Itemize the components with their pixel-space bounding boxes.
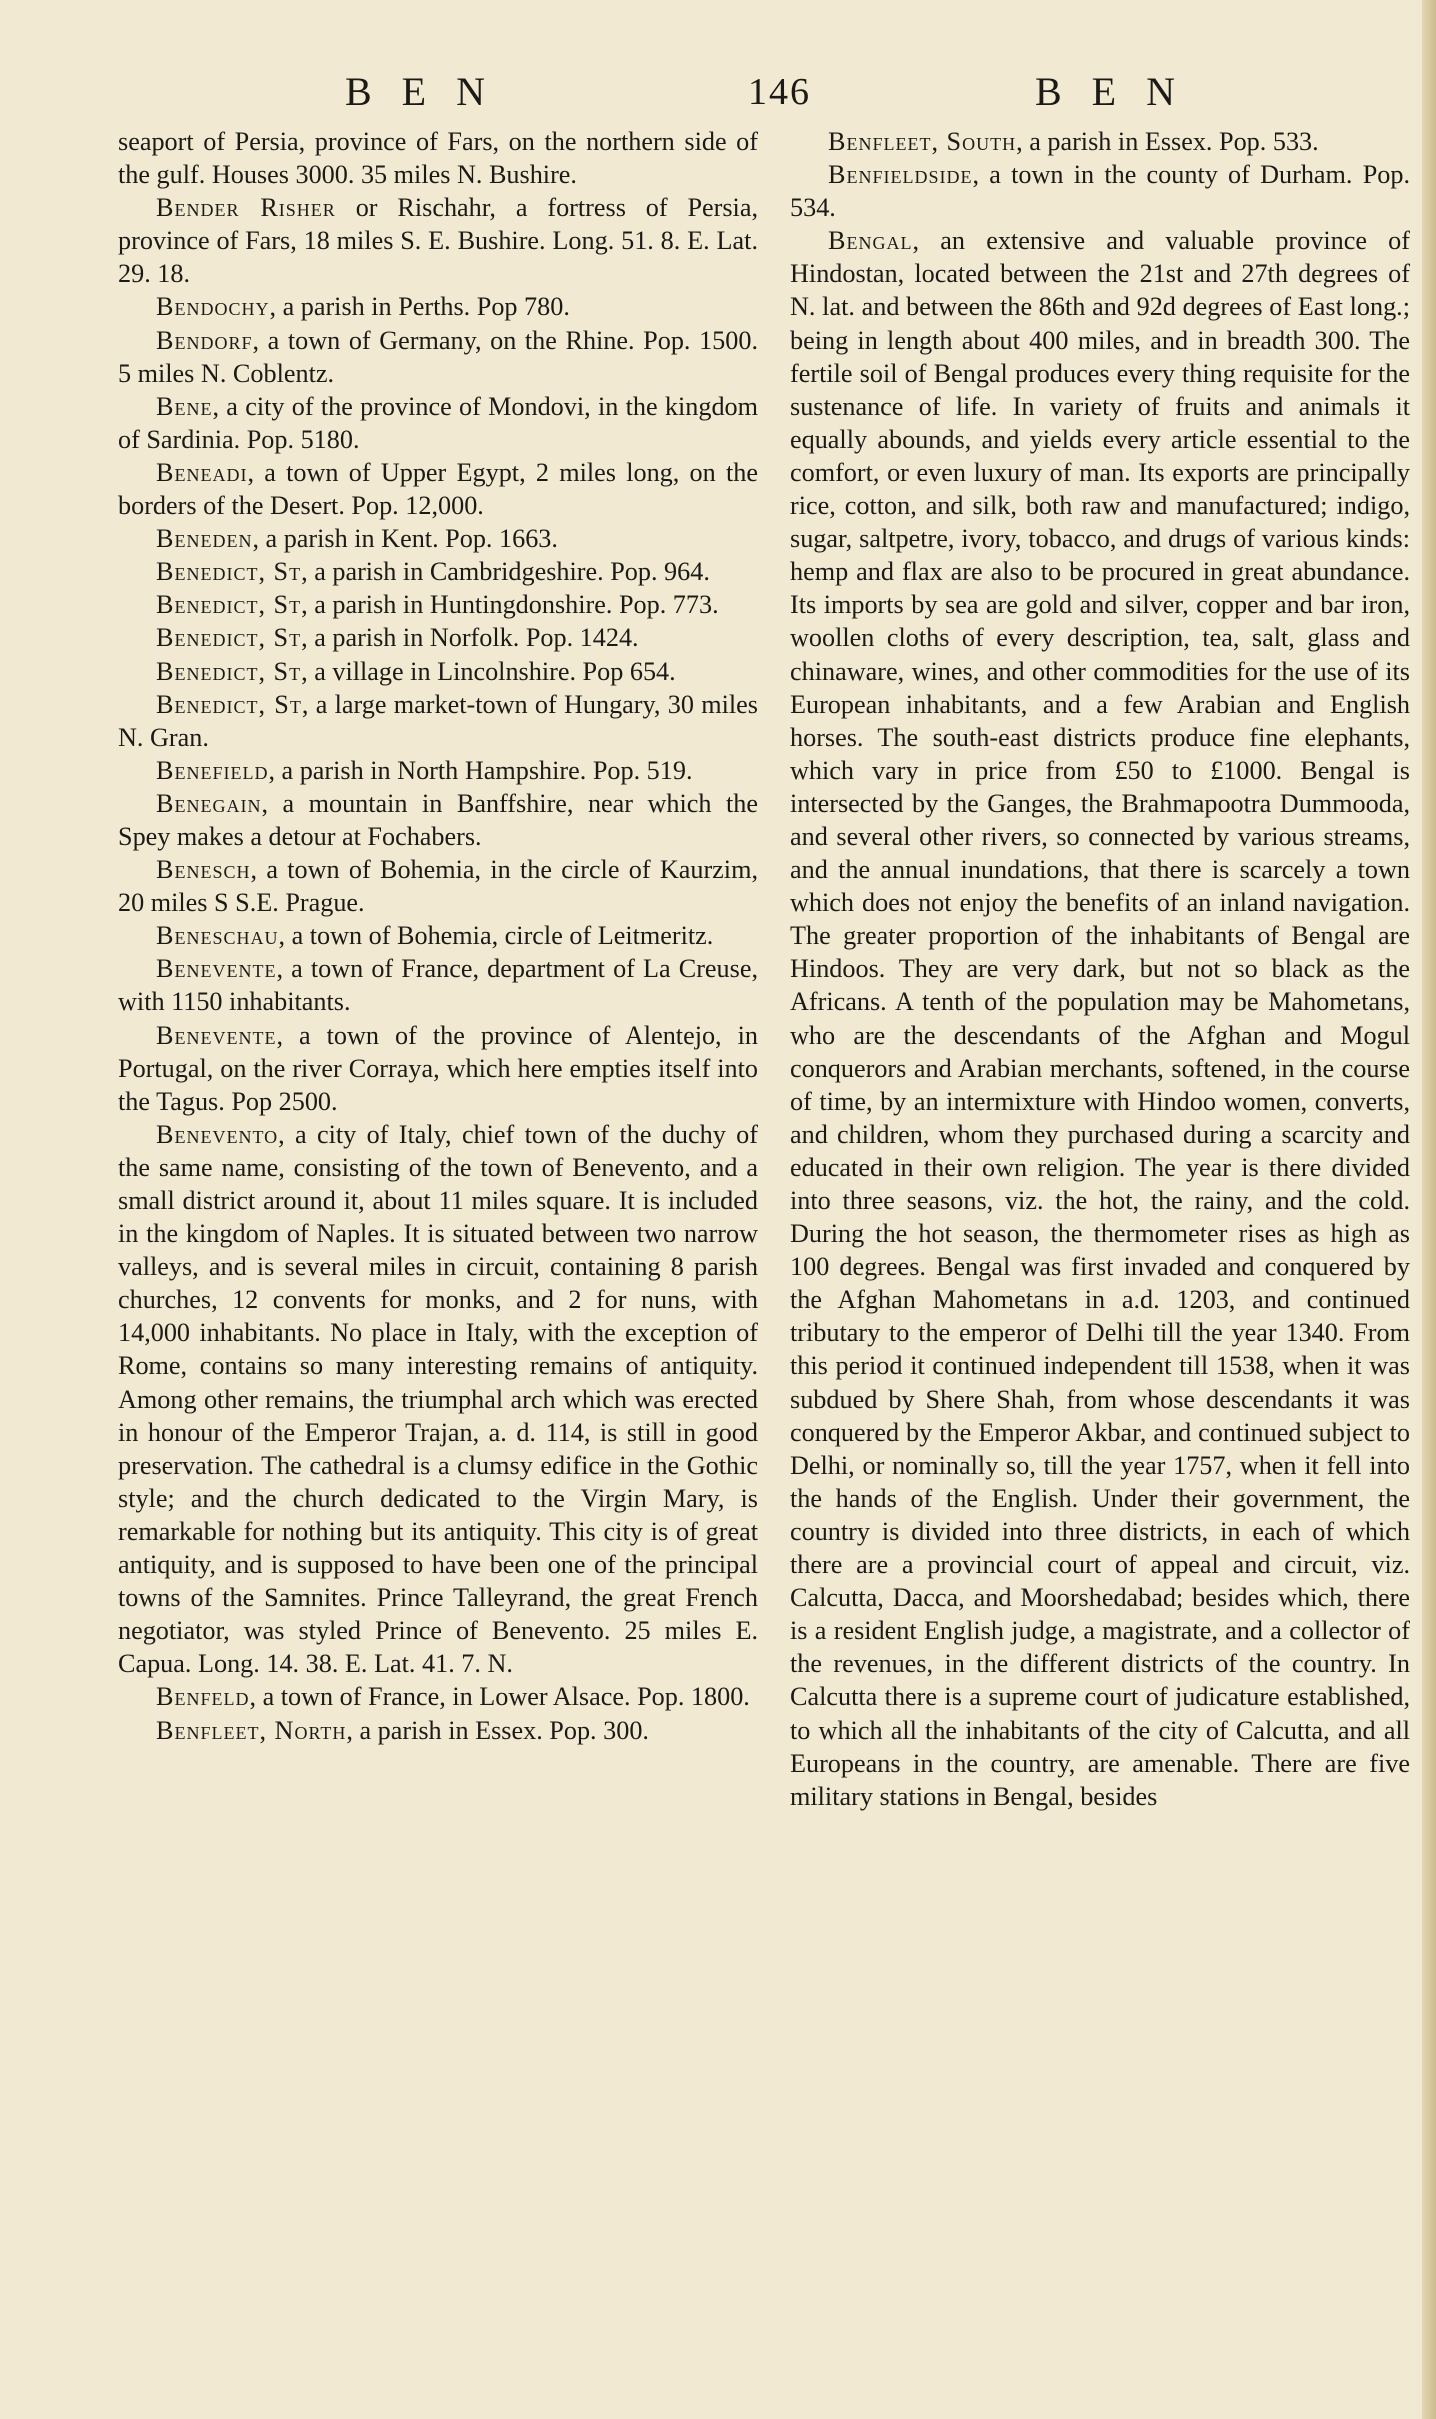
entry-headword: Beneden [156, 524, 253, 554]
gazetteer-entry [118, 324, 758, 390]
entry-text: , a city of Italy, chief town of the duchy of the same name, consisting of the town of Benevento, and a small district around it, about 11 miles square. It is included in the kingdom of Naples. It is situated between two narrow valleys, and is several miles in circuit, containing 8 parish churches, 12 convents for monks, and 2 for nuns, with 14,000 inhabitants. No place in Italy, with the exception of Rome, contains so many interesting remains of antiquity. Among other remains, the triumphal arch which was erected in honour of the Emperor Trajan, a. d. 114, is still in good preservation. The cathedral is a clumsy edifice in the Gothic style; and the church dedicated to the Virgin Mary, is remarkable for nothing but its antiquity. This city is of great antiquity, and is supposed to have been one of the principal towns of the Samnites. Prince Talleyrand, the great French negotiator, was styled Prince of Benevento. 25 miles E. Capua. Long. 14. 38. E. Lat. 41. 7. N. [118, 1119, 758, 1679]
entry-text: , a town of France, department of La Creuse, with 1150 inhabitants. [118, 954, 758, 1017]
gazetteer-entry [118, 688, 758, 754]
gazetteer-entry [118, 555, 758, 588]
entry-headword: Beneadi [156, 457, 248, 487]
entry-headword: Bene [156, 391, 213, 421]
entry-text: , a large market-town of Hungary, 30 miles N. Gran. [118, 689, 758, 752]
gazetteer-entry [118, 1714, 758, 1747]
gazetteer-entry [118, 952, 758, 1018]
entry-headword: Beneschau [156, 921, 279, 951]
gazetteer-entry [118, 522, 758, 555]
gazetteer-entry [118, 754, 758, 787]
entry-headword: Benfleet, South [828, 127, 1017, 156]
entry-headword: Bendochy [156, 292, 270, 322]
entry-text: , a town in the county of Durham. Pop. 534. [790, 160, 1410, 223]
entry-headword: Benedict, St [156, 590, 302, 620]
entry-headword: Benesch [156, 855, 251, 885]
entry-text: , a parish in North Hampshire. Pop. 519. [268, 755, 693, 785]
entry-text: , a town of Germany, on the Rhine. Pop. 1500. 5 miles N. Coblentz. [118, 325, 758, 388]
entry-text: , a parish in Cambridgeshire. Pop. 964. [301, 557, 710, 587]
gazetteer-entry [118, 191, 758, 290]
entry-text: , a parish in Norfolk. Pop. 1424. [301, 623, 639, 653]
entry-headword: Benedict, St [156, 557, 302, 587]
gazetteer-entry [118, 456, 758, 522]
page-header [0, 62, 1436, 122]
gazetteer-entry [118, 853, 758, 919]
entry-text: , a town of France, in Lower Alsace. Pop. 1800. [249, 1682, 750, 1712]
right-column [790, 125, 1410, 1813]
entry-text: , an extensive and valuable province of Hindostan, located between the 21st and 27th degrees of N. lat. and between the 86th and 92d degrees of East long.; being in length about 400 miles, and in breadth 300. The fertile soil of Bengal produces every thing requisite for the sustenance of life. In variety of fruits and animals it equally abounds, and yields every article essential to the comfort, or even luxury of man. Its exports are principally rice, cotton, and silk, both raw and manufactured; indigo, sugar, saltpetre, ivory, tobacco, and drugs of various kinds: hemp and flax are also to be procured in great abundance. Its imports by sea are gold and silver, copper and bar iron, woollen cloths of every description, tea, salt, glass and chinaware, wines, and other commodities for the use of its European inhabitants, and a few Arabian and English horses. The south-east districts produce fine elephants, which vary in price from £50 to £1000. Bengal is intersected by the Ganges, the Brahmapootra Dummooda, and several other rivers, so connected by various streams, and the annual inundations, that there is scarcely a town which does not enjoy the benefits of an inland navigation. The greater proportion of the inhabitants of Bengal are Hindoos. They are very dark, but not so black as the Africans. A tenth of the population may be Mahometans, who are the descendants of the Afghan and Mogul conquerors and Arabian merchants, softened, in the course of time, by an intermixture with Hindoo women, converts, and children, whom they purchased during a scarcity and educated in their own religion. The year is there divided into three seasons, viz. the hot, the rainy, and the cold. During the hot season, the thermometer rises as high as 100 degrees. Bengal was first invaded and conquered by the Afghan Mahometans in a.d. 1203, and continued tributary to the emperor of Delhi till the year 1340. From this period it continued independent till 1538, when it was subdued by Shere Shah, from whose descendants it was conquered by the Emperor Akbar, and continued subject to Delhi, or nominally so, till the year 1757, when it fell into the hands of the English. Under their government, the country is divided into three districts, in each of which there are a provincial court of appeal and circuit, viz. Calcutta, Dacca, and Moorshedabad; besides which, there is a resident English judge, a magistrate, and a collector of the revenues, in the different districts of the country. In Calcutta there is a supreme court of judicature established, to which all the inhabitants of the city of Calcutta, and all Europeans in the country, are amenable. There are five military stations in Bengal, besides [790, 226, 1410, 1811]
gazetteer-entry [118, 290, 758, 323]
entry-headword: Benfieldside [828, 160, 973, 190]
entry-text: , a parish in Huntingdonshire. Pop. 773. [301, 590, 719, 620]
entry-headword: Benevento [156, 1119, 279, 1149]
entry-text: , a mountain in Banffshire, near which the Spey makes a detour at Fochabers. [118, 788, 758, 851]
header-left-word: BEN [345, 69, 515, 114]
entry-text: , a parish in Kent. Pop. 1663. [252, 524, 558, 554]
entry-text: , a parish in Perths. Pop 780. [269, 292, 570, 322]
entry-headword: Benedict, St [156, 656, 302, 686]
gazetteer-entry [118, 390, 758, 456]
entry-text: , a town of Upper Egypt, 2 miles long, on the borders of the Desert. Pop. 12,000. [118, 457, 758, 521]
entry-headword: Benedict, St [156, 623, 302, 653]
entry-headword: Benevente [156, 1020, 277, 1050]
entry-headword: Benfleet, North [156, 1715, 347, 1745]
entry-headword: Bendorf [156, 325, 253, 355]
gazetteer-entry [118, 655, 758, 688]
gazetteer-entry [118, 1680, 758, 1713]
entry-headword: Bender Risher [156, 193, 336, 223]
header-right-word: BEN [1035, 69, 1205, 114]
page-number: 146 [748, 71, 811, 113]
entry-headword: Bengal [828, 226, 913, 256]
entry-headword: Benefield [156, 755, 269, 785]
gazetteer-entry [118, 787, 758, 853]
entry-text: , a town of the province of Alentejo, in Portugal, on the river Corraya, which here empties itself into the Tagus. Pop 2500. [118, 1020, 758, 1116]
page-edge [1422, 0, 1436, 2419]
gazetteer-entry [118, 621, 758, 654]
entry-headword: Benevente [156, 954, 277, 984]
gazetteer-entry [118, 588, 758, 621]
entry-text: , a parish in Essex. Pop. 533. [1016, 127, 1319, 156]
gazetteer-entry [790, 158, 1410, 224]
entry-text: , a town of Bohemia, in the circle of Kaurzim, 20 miles S S.E. Prague. [118, 855, 758, 918]
gazetteer-entry [118, 1019, 758, 1118]
entry-headword: Benedict, St [156, 689, 302, 719]
entry-text: , a parish in Essex. Pop. 300. [346, 1715, 649, 1745]
entry-text: seaport of Persia, province of Fars, on the northern side of the gulf. Houses 3000. 35 miles N. Bushire. [118, 127, 758, 190]
entry-text: , a village in Lincolnshire. Pop 654. [301, 656, 676, 686]
entry-headword: Benfeld [156, 1682, 250, 1712]
gazetteer-entry [118, 919, 758, 952]
gazetteer-entry [118, 1118, 758, 1681]
left-column [118, 125, 758, 1747]
entry-headword: Benegain [156, 788, 262, 818]
gazetteer-entry [790, 125, 1410, 158]
gazetteer-entry [118, 125, 758, 191]
entry-text: , a city of the province of Mondovi, in the kingdom of Sardinia. Pop. 5180. [118, 391, 758, 454]
entry-text: , a town of Bohemia, circle of Leitmeritz. [278, 921, 714, 951]
gazetteer-entry [790, 224, 1410, 1813]
entry-text: or Rischahr, a fortress of Persia, province of Fars, 18 miles S. E. Bushire. Long. 51. 8. E. Lat. 29. 18. [118, 193, 758, 289]
